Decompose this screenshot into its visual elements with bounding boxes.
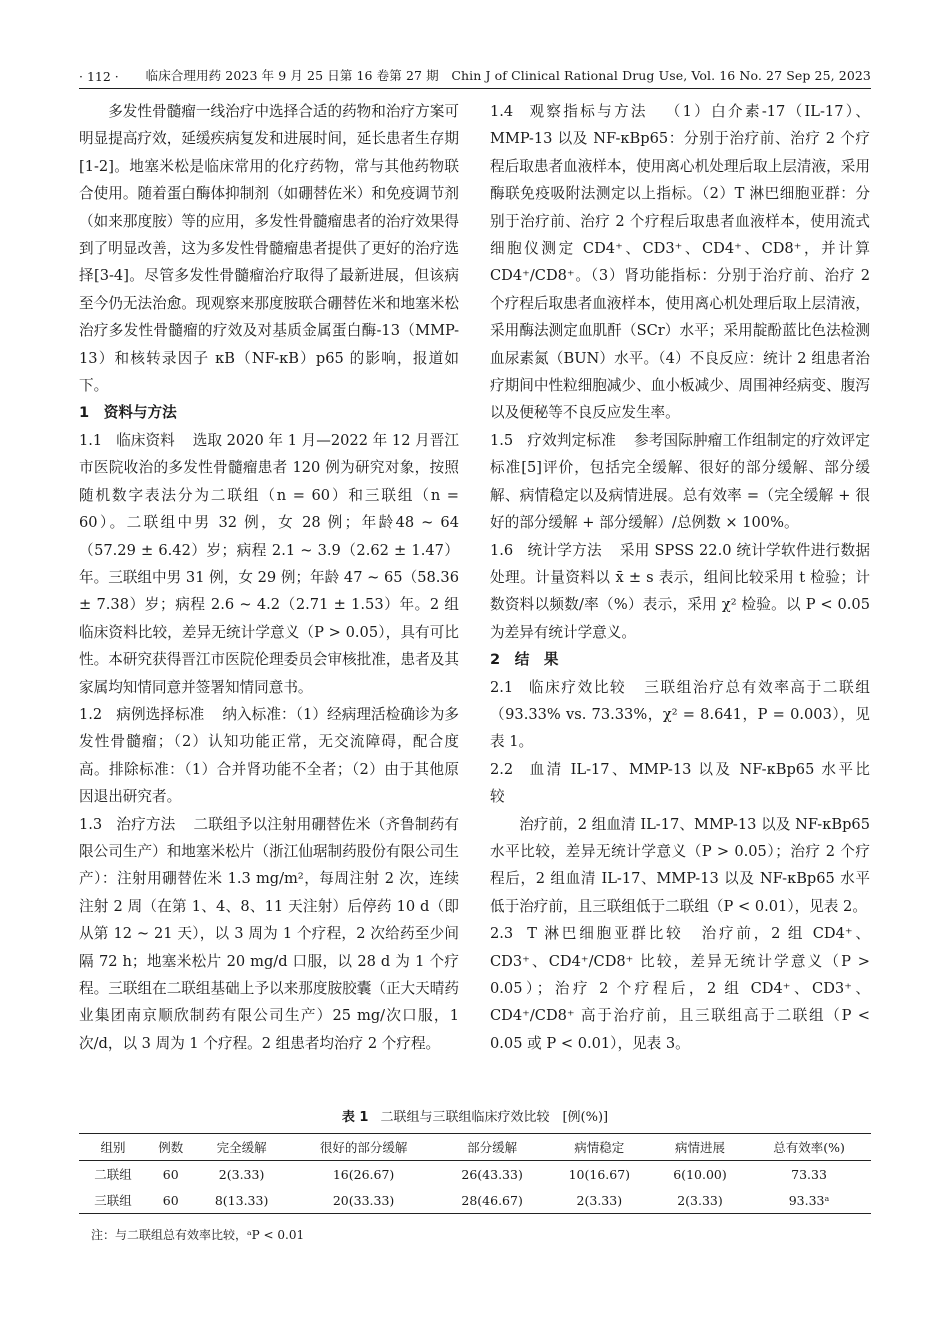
- table-header-row: [79, 1134, 871, 1161]
- table-header-cell: 病情稳定: [574, 1140, 625, 1155]
- subsection-title: 统计学方法: [527, 541, 602, 559]
- subsection-text: 三联组治疗总有效率高于二联组（93.33% vs. 73.33%，χ² = 8.641，P = 0.003），见表 1。: [490, 678, 870, 751]
- subsection-1-4: [490, 98, 870, 427]
- table-cell: 2(3.33): [218, 1166, 265, 1182]
- table-cell: 8(13.33): [214, 1192, 269, 1208]
- subsection-2-2: [490, 756, 870, 811]
- intro-paragraph: 多发性骨髓瘤一线治疗中选择合适的药物和治疗方案可明显提高疗效，延缓疾病复发和进展时间，延长患者生存期[1-2]。地塞米松是临床常用的化疗药物，常与其他药物联合使用。随着蛋白酶体抑制剂（如硼替佐米）和免疫调节剂（如来那度胺）等的应用，多发性骨髓瘤患者的治疗效果得到了明显改善，这为多发性骨髓瘤患者提供了更好的治疗选择[3-4]。尽管多发性骨髓瘤治疗取得了最新进展，但该病至今仍无法治愈。现观察来那度胺联合硼替佐米和地塞米松治疗多发性骨髓瘤的疗效及对基质金属蛋白酶-13（MMP-13）和核转录因子 κB（NF-κB）p65 的影响，报道如下。: [79, 103, 459, 395]
- table-cell: 73.33: [791, 1166, 827, 1182]
- table-cell: 93.33ᵃ: [788, 1192, 830, 1208]
- subsection-title: T 淋巴细胞亚群比较: [527, 925, 684, 943]
- table-number: 表 1: [341, 1110, 369, 1125]
- subsection-title: 临床资料: [116, 431, 175, 449]
- subsection-number: 1.3: [79, 815, 103, 833]
- table-header-cell: 病情进展: [674, 1140, 725, 1155]
- table-header-cell: 组别: [100, 1140, 126, 1155]
- subsection-number: 1.4: [490, 103, 514, 120]
- efficacy-table: [79, 1133, 871, 1214]
- subsection-text: （1）白介素-17（IL-17）、MMP-13 以及 NF-κBp65：分别于治疗前、治疗 2 个疗程后取患者血液样本，使用离心机处理后取上层清液，采用酶联免疫吸附法测定以上指标。（2）T 淋巴细胞亚群：分别于治疗前、治疗 2 个疗程后取患者血液样本，使用流式细胞仪测定 CD4⁺、CD3⁺、CD4⁺、CD8⁺，并计算 CD4⁺/CD8⁺。（3）肾功能指标：分别于治疗前、治疗 2 个疗程后取患者血液样本，使用离心机处理后取上层清液，采用酶法测定血肌酐（SCr）水平；采用靛酚蓝比色法检测血尿素氮（BUN）水平。（4）不良反应：统计 2 组患者治疗期间中性粒细胞减少、血小板减少、周围神经病变、腹泻以及便秘等不良反应发生率。: [490, 103, 870, 422]
- page-number: · 112 ·: [79, 69, 119, 84]
- section-1-title: 1 资料与方法: [79, 404, 177, 422]
- subsection-number: 1.6: [490, 541, 514, 559]
- table-cell: 20(33.33): [332, 1192, 395, 1208]
- table-cell: 二联组: [94, 1167, 132, 1182]
- subsection-title: 病例选择标准: [116, 705, 205, 723]
- table-row: [79, 1161, 871, 1188]
- subsection-number: 1.2: [79, 705, 103, 723]
- table-footnote: 注：与二联组总有效率比较，ᵃP < 0.01: [91, 1228, 305, 1242]
- subsection-title: 血清 IL-17、MMP-13 以及 NF-κBp65 水平比较: [490, 760, 870, 806]
- subsection-number: 2.3: [490, 925, 514, 943]
- subsection-text: 参考国际肿瘤工作组制定的疗效评定标准[5]评价，包括完全缓解、很好的部分缓解、部分缓解、病情稳定以及病情进展。总有效率 =（完全缓解 + 很好的部分缓解 + 部分缓解）/总例数 × 100%。: [490, 431, 870, 532]
- subsection-title: 观察指标与方法: [527, 103, 648, 120]
- section-2-title: 2 结 果: [490, 651, 559, 669]
- subsection-number: 2.2: [490, 760, 514, 778]
- subsection-1-1: [79, 427, 459, 701]
- subsection-2-1: [490, 674, 870, 756]
- subsection-1-2: [79, 701, 459, 811]
- subsection-text: 选取 2020 年 1 月—2022 年 12 月晋江市医院收治的多发性骨髓瘤患者 120 例为研究对象，按照随机数字表法分为二联组（n = 60）和三联组（n = 60）。二联组中男 32 例，女 28 例；年龄48 ~ 64（57.29 ± 6.42）岁；病程 2.1 ~ 3.9（2.62 ± 1.47）年。三联组中男 31 例，女 29 例；年龄 47 ~ 65（58.36 ± 7.38）岁；病程 2.6 ~ 4.2（2.71 ± 1.53）年。2 组临床资料比较，差异无统计学意义（P > 0.05），具有可比性。本研究获得晋江市医院伦理委员会审核批准，患者及其家属均知情同意并签署知情同意书。: [79, 431, 459, 696]
- subsection-number: 1.1: [79, 431, 103, 449]
- subsection-1-5: [490, 427, 870, 537]
- table-cell: 2(3.33): [576, 1192, 623, 1208]
- subsection-number: 2.1: [490, 678, 514, 696]
- table-title: 二联组与三联组临床疗效比较 [例(%)]: [380, 1110, 609, 1125]
- subsection-title: 疗效判定标准: [527, 431, 616, 449]
- table-cell: 6(10.00): [673, 1166, 727, 1182]
- subsection-text: 治疗前，2 组 CD4⁺、CD3⁺、CD4⁺/CD8⁺ 比较，差异无统计学意义（P > 0.05）；治疗 2 个疗程后，2 组 CD4⁺、CD3⁺、CD4⁺/CD8⁺ 高于治疗前，且三联组高于二联组（P < 0.05 或 P < 0.01），见表 3。: [490, 925, 871, 1052]
- subsection-2-3: [490, 920, 870, 1057]
- table-header-cell: 例数: [158, 1140, 184, 1155]
- table-1: [79, 1106, 871, 1243]
- subsection-1-3: [79, 811, 459, 1058]
- subsection-title: 治疗方法: [116, 815, 176, 833]
- table-cell: 三联组: [94, 1193, 132, 1208]
- subsection-2-2-text: 治疗前，2 组血清 IL-17、MMP-13 以及 NF-κBp65 水平比较，差异无统计学意义（P > 0.05）；治疗 2 个疗程后，2 组血清 IL-17、MMP-13 以及 NF-κBp65 水平低于治疗前，且三联组低于二联组（P < 0.01），见表 2。: [490, 815, 870, 915]
- subsection-1-6: [490, 537, 870, 647]
- table-cell: 26(43.33): [461, 1166, 523, 1182]
- table-cell: 60: [162, 1166, 179, 1182]
- right-column: [490, 98, 870, 1057]
- table-cell: 2(3.33): [677, 1192, 723, 1208]
- table-cell: 16(26.67): [332, 1166, 395, 1182]
- subsection-text: 二联组予以注射用硼替佐米（齐鲁制药有限公司生产）和地塞米松片（浙江仙琚制药股份有限公司生产）：注射用硼替佐米 1.3 mg/m²，每周注射 2 次，连续注射 2 周（在第 1、4、8、11 天注射）后停药 10 d（即从第 12 ~ 21 天），以 3 周为 1 个疗程，2 次给药至少间隔 72 h；地塞米松片 20 mg/d 口服，以 28 d 为 1 个疗程。三联组在二联组基础上予以来那度胺胶囊（正大天晴药业集团南京顺欣制药有限公司生产）25 mg/次口服，1 次/d，以 3 周为 1 个疗程。2 组患者均治疗 2 个疗程。: [79, 815, 459, 1052]
- subsection-text: 采用 SPSS 22.0 统计学软件进行数据处理。计量资料以 x̄ ± s 表示，组间比较采用 t 检验；计数资料以频数/率（%）表示，采用 χ² 检验。以 P < 0.05 为差异有统计学意义。: [490, 541, 870, 641]
- journal-info: 临床合理用药 2023 年 9 月 25 日第 16 卷第 27 期 Chin J of Clinical Rational Drug Use, Vol. 16 No. 27 Sep 25, 2023: [145, 68, 871, 83]
- table-header-cell: 很好的部分缓解: [319, 1140, 408, 1155]
- left-column: [79, 98, 459, 1057]
- page-header: [79, 62, 871, 89]
- subsection-text: 纳入标准：（1）经病理活检确诊为多发性骨髓瘤；（2）认知功能正常，无交流障碍，配合度高。排除标准：（1）合并肾功能不全者；（2）由于其他原因退出研究者。: [79, 705, 459, 806]
- table-cell: 28(46.67): [461, 1192, 523, 1208]
- table-row: [79, 1187, 871, 1214]
- table-header-cell: 部分缓解: [467, 1140, 518, 1155]
- table-header-cell: 完全缓解: [216, 1140, 267, 1155]
- table-cell: 10(16.67): [568, 1166, 631, 1182]
- subsection-title: 临床疗效比较: [527, 678, 627, 696]
- table-header-cell: 总有效率(%): [773, 1140, 845, 1155]
- table-cell: 60: [162, 1192, 179, 1208]
- subsection-number: 1.5: [490, 431, 514, 449]
- table-caption: [79, 1106, 871, 1125]
